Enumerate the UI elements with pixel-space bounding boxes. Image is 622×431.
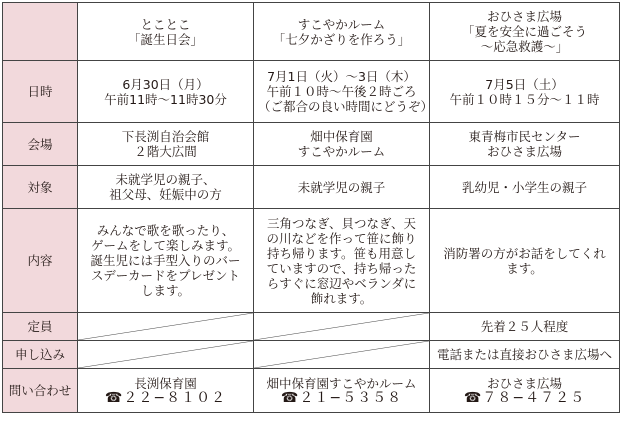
row-capacity xyxy=(3,313,620,341)
phone-number: ☎７８−４７２５ xyxy=(463,389,586,406)
cell-contact-a xyxy=(78,369,254,413)
contact-name: 畑中保育園すこやかルーム xyxy=(266,375,417,391)
event-title: 「夏を安全に過ごそう xyxy=(461,24,587,39)
cell-content-c xyxy=(430,209,620,313)
event-header-sukoyaka xyxy=(254,3,430,61)
row-contact xyxy=(3,369,620,413)
contact-name: 長渕保育園 xyxy=(134,375,197,391)
cell-venue-a xyxy=(78,123,254,166)
row-label-contact: 問い合わせ xyxy=(3,369,78,413)
event-schedule-table xyxy=(2,2,620,413)
header-corner-cell xyxy=(3,3,78,61)
time-text: 午前11時～11時30分 xyxy=(104,91,227,107)
date-text: 7月5日（土） xyxy=(485,76,564,92)
content-text: 飾れます。 xyxy=(310,290,373,306)
row-label-target: 対象 xyxy=(3,166,78,209)
row-target xyxy=(3,166,620,209)
event-title: 「七夕かざりを作ろう」 xyxy=(272,31,411,47)
venue-room: おひさま広場 xyxy=(486,144,562,159)
content-text: 消防署の方がお話をしてくれ xyxy=(443,245,606,261)
cell-target-b xyxy=(254,166,430,209)
not-applicable-cell xyxy=(254,341,430,369)
target-text: 未就学児の親子、 xyxy=(115,172,216,187)
row-label-venue: 会場 xyxy=(3,123,78,166)
content-text: ます。 xyxy=(506,260,543,276)
cell-datetime-c xyxy=(430,61,620,123)
cell-contact-c xyxy=(430,369,620,413)
target-text: 未就学児の親子 xyxy=(297,179,386,195)
content-text: ゲームをして楽しみます。 xyxy=(90,238,240,253)
cell-target-a xyxy=(78,166,254,209)
content-text: ていますので、持ち帰った xyxy=(266,260,417,276)
event-title: 「誕生日会」 xyxy=(127,31,203,47)
cell-content-b xyxy=(254,209,430,313)
event-name: とことこ xyxy=(140,16,191,32)
diagonal-slash xyxy=(254,341,429,368)
row-label-content: 内容 xyxy=(3,209,78,313)
content-text: らすぐに窓辺やベランダに xyxy=(266,275,417,291)
venue-name: 東青梅市民センター xyxy=(468,129,581,144)
date-text: 7月1日（火）～3日（木） xyxy=(267,69,416,84)
target-text: 乳幼児・小学生の親子 xyxy=(461,179,587,195)
time-text: 午前１０時～午後２時ごろ xyxy=(266,84,417,99)
cell-capacity-c: 先着２５人程度 xyxy=(430,313,620,341)
content-text: スデーカードをプレゼント xyxy=(90,268,240,283)
content-text: の川などを作って笹に飾り xyxy=(266,230,417,246)
diagonal-slash xyxy=(78,313,253,340)
cell-datetime-b xyxy=(254,61,434,123)
target-text: 祖父母、妊娠中の方 xyxy=(109,187,222,202)
header-row xyxy=(3,3,620,61)
venue-room: ２階大広間 xyxy=(134,144,197,159)
cell-venue-c xyxy=(430,123,620,166)
row-venue xyxy=(3,123,620,166)
cell-datetime-a xyxy=(78,61,254,123)
event-name: おひさま広場 xyxy=(486,9,562,24)
content-text: します。 xyxy=(140,283,190,298)
phone-number: ☎２１−５３５８ xyxy=(280,389,403,406)
row-content xyxy=(3,209,620,313)
time-text: 午前１０時１５分～１１時 xyxy=(449,91,600,107)
cell-contact-b xyxy=(254,369,430,413)
row-label-apply: 申し込み xyxy=(3,341,78,369)
diagonal-slash xyxy=(254,313,429,340)
not-applicable-cell xyxy=(78,341,254,369)
venue-name: 下長渕自治会館 xyxy=(121,129,210,144)
diagonal-slash xyxy=(78,341,253,368)
cell-apply-c: 電話または直接おひさま広場へ xyxy=(430,341,620,369)
event-header-tokotoko xyxy=(78,3,254,61)
phone-number: ☎２２−８１０２ xyxy=(104,389,227,406)
note-text: （ご都合の良い時間にどうぞ） xyxy=(258,99,434,114)
not-applicable-cell xyxy=(254,313,430,341)
content-text: 持ち帰ります。笹も用意し xyxy=(266,245,416,261)
cell-content-a xyxy=(78,209,254,313)
content-text: 三角つなぎ、貝つなぎ、天 xyxy=(266,215,416,231)
contact-name: おひさま広場 xyxy=(486,375,562,391)
cell-venue-b xyxy=(254,123,430,166)
row-datetime xyxy=(3,61,620,123)
content-text: みんなで歌を歌ったり、 xyxy=(96,223,235,238)
venue-name: 畑中保育園 xyxy=(310,129,373,144)
date-text: 6月30日（月） xyxy=(122,76,209,92)
content-text: 誕生児には手型入りのバー xyxy=(90,253,241,268)
not-applicable-cell xyxy=(78,313,254,341)
cell-target-c xyxy=(430,166,620,209)
row-apply xyxy=(3,341,620,369)
event-subtitle: ～応急救護～」 xyxy=(480,39,569,54)
row-label-datetime: 日時 xyxy=(3,61,78,123)
row-label-capacity: 定員 xyxy=(3,313,78,341)
venue-room: すこやかルーム xyxy=(297,144,386,159)
event-header-ohisama xyxy=(430,3,620,61)
event-name: すこやかルーム xyxy=(297,16,386,32)
